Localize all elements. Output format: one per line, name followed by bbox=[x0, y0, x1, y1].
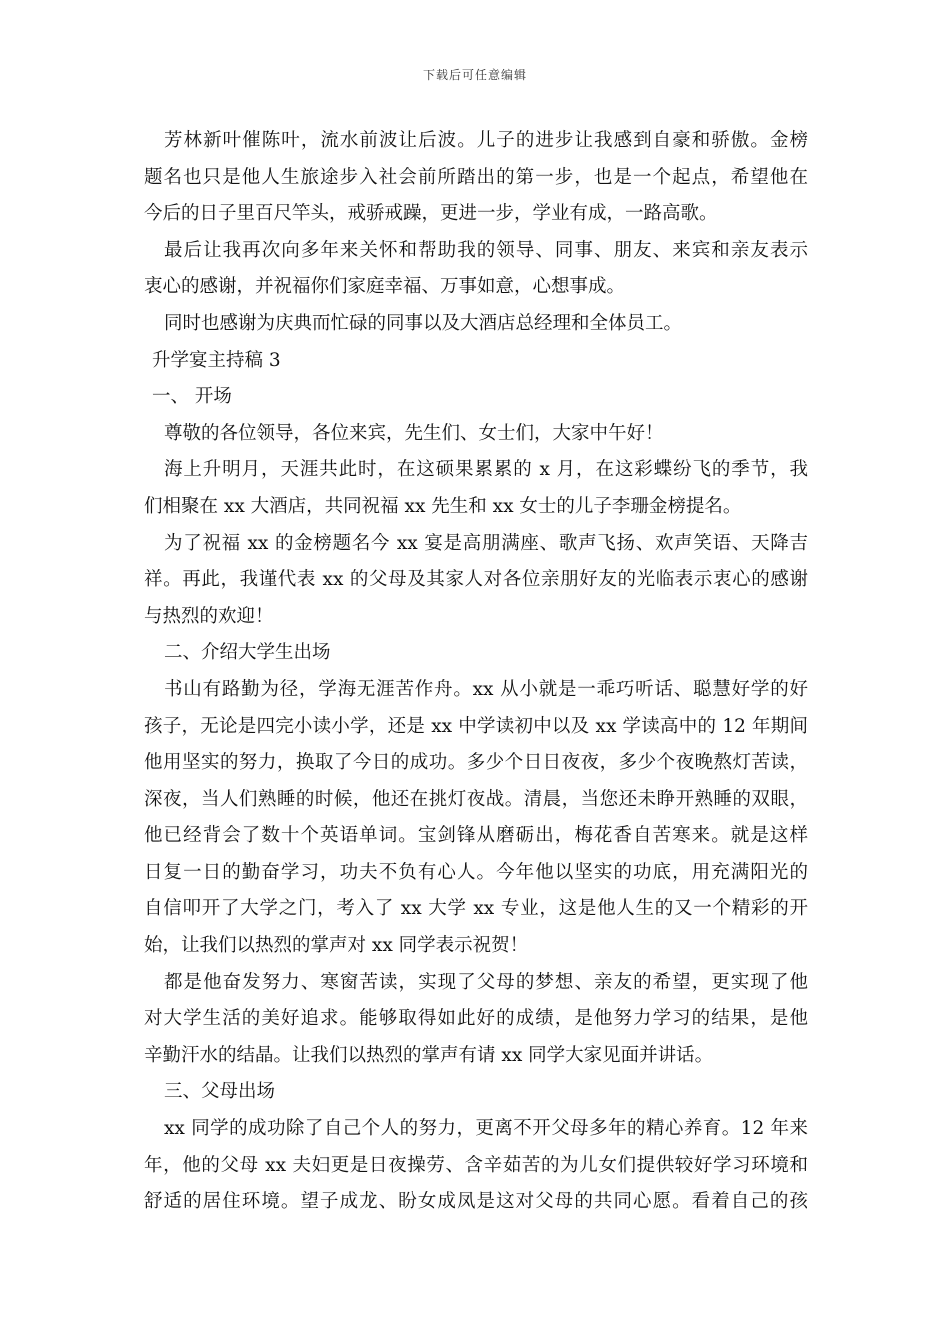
text-line: 他用坚实的努力，换取了今日的成功。多少个日日夜夜，多少个夜晚熬灯苦读， bbox=[144, 752, 808, 774]
text-line: 祥。再此，我谨代表 xx 的父母及其家人对各位亲朋好友的光临表示衷心的感谢 bbox=[144, 569, 808, 591]
text-line: 自信叩开了大学之门，考入了 xx 大学 xx 专业，这是他人生的又一个精彩的开 bbox=[144, 898, 808, 920]
text-line: 年，他的父母 xx 夫妇更是日夜操劳、含辛茹苦的为儿女们提供较好学习环境和 bbox=[144, 1154, 808, 1176]
text-line: 最后让我再次向多年来关怀和帮助我的领导、同事、朋友、来宾和亲友表示 bbox=[164, 239, 808, 261]
text-line: 他已经背会了数十个英语单词。宝剑锋从磨砺出，梅花香自苦寒来。就是这样 bbox=[144, 825, 808, 847]
document-body bbox=[144, 123, 808, 1221]
text-line: 与热烈的欢迎！ bbox=[144, 605, 274, 627]
text-line: 都是他奋发努力、寒窗苦读，实现了父母的梦想、亲友的希望，更实现了他 bbox=[164, 971, 808, 993]
page-header: 下载后可任意编辑 bbox=[422, 68, 527, 82]
text-line: 同时也感谢为庆典而忙碌的同事以及大酒店总经理和全体员工。 bbox=[164, 312, 683, 334]
text-line: 今后的日子里百尺竿头，戒骄戒躁，更进一步，学业有成，一路高歌。 bbox=[144, 203, 718, 225]
text-line: 们相聚在 xx 大酒店，共同祝福 xx 先生和 xx 女士的儿子李珊金榜提名。 bbox=[144, 495, 742, 517]
text-line: 为了祝福 xx 的金榜题名今 xx 宴是高朋满座、歌声飞扬、欢声笑语、天降吉 bbox=[164, 532, 808, 554]
text-line: 芳林新叶催陈叶，流水前波让后波。儿子的进步让我感到自豪和骄傲。金榜 bbox=[164, 130, 808, 151]
text-line: 孩子，无论是四完小读小学，还是 xx 中学读初中以及 xx 学读高中的 12 年期间 bbox=[144, 715, 808, 737]
text-line: 升学宴主持稿 3 bbox=[152, 349, 281, 371]
text-line: 尊敬的各位领导，各位来宾，先生们、女士们，大家中午好！ bbox=[164, 422, 664, 444]
text-line: 日复一日的勤奋学习，功夫不负有心人。今年他以坚实的功底，用充满阳光的 bbox=[144, 861, 808, 883]
text-line: 舒适的居住环境。望子成龙、盼女成凤是这对父母的共同心愿。看着自己的孩 bbox=[144, 1191, 808, 1213]
text-line: 三、父母出场 bbox=[164, 1081, 276, 1103]
text-line: xx 同学的成功除了自己个人的努力，更离不开父母多年的精心养育。12 年来 bbox=[164, 1118, 808, 1140]
text-line: 海上升明月，天涯共此时，在这硕果累累的 x 月，在这彩蝶纷飞的季节，我 bbox=[164, 459, 808, 481]
text-line: 书山有路勤为径，学海无涯苦作舟。xx 从小就是一乖巧听话、聪慧好学的好 bbox=[164, 678, 808, 700]
text-line: 衷心的感谢，并祝福你们家庭幸福、万事如意，心想事成。 bbox=[144, 276, 626, 298]
text-line: 辛勤汗水的结晶。让我们以热烈的掌声有请 xx 同学大家见面并讲话。 bbox=[144, 1044, 714, 1066]
text-line: 一、 开场 bbox=[152, 386, 232, 408]
text-line: 二、介绍大学生出场 bbox=[164, 642, 331, 664]
text-line: 对大学生活的美好追求。能够取得如此好的成绩，是他努力学习的结果，是他 bbox=[144, 1008, 808, 1030]
text-line: 题名也只是他人生旅途步入社会前所踏出的第一步，也是一个起点，希望他在 bbox=[144, 166, 808, 188]
text-line: 深夜，当人们熟睡的时候，他还在挑灯夜战。清晨，当您还未睁开熟睡的双眼， bbox=[144, 788, 808, 810]
text-line: 始，让我们以热烈的掌声对 xx 同学表示祝贺！ bbox=[144, 935, 529, 957]
